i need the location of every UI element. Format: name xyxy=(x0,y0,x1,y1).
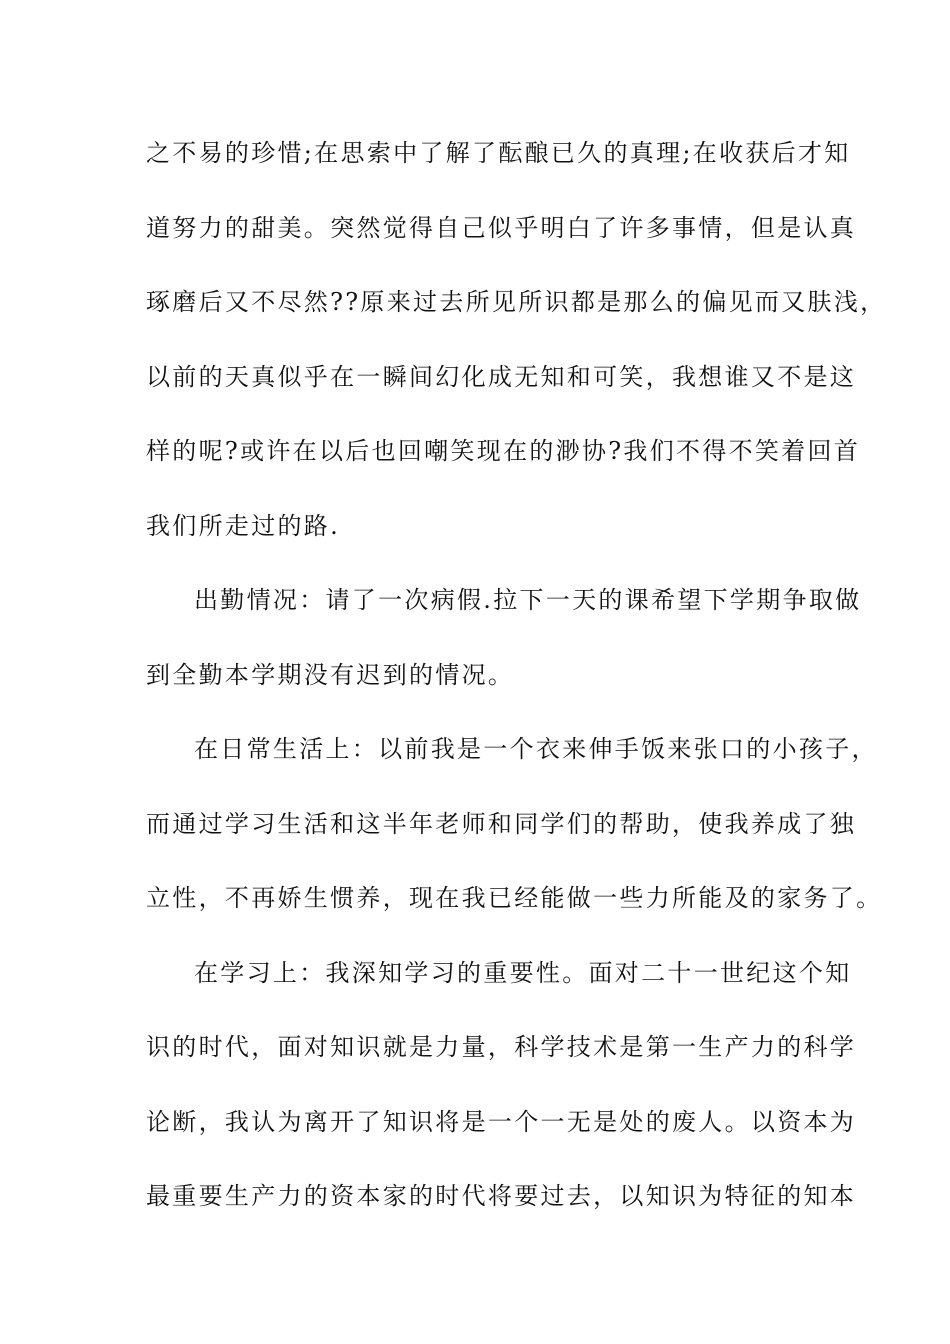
text-line: 到全勤本学期没有迟到的情况。 xyxy=(146,660,515,689)
paragraph-study: 在学习上：我深知学习的重要性。面对二十一世纪这个知 xyxy=(194,958,852,987)
text-line: 样的呢?或许在以后也回嘲笑现在的渺协?我们不得不笑着回首 xyxy=(146,437,861,465)
text-line: 立性，不再娇生惯养，现在我已经能做一些力所能及的家务了。 xyxy=(146,884,883,912)
text-line: 最重要生产力的资本家的时代将要过去，以知识为特征的知本 xyxy=(146,1182,857,1210)
text-line: 之不易的珍惜;在思索中了解了酝酿已久的真理;在收获后才知 xyxy=(146,139,851,167)
paragraph-daily-life: 在日常生活上：以前我是一个衣来伸手饭来张口的小孩子， xyxy=(194,735,878,763)
text-line: 论断，我认为离开了知识将是一个一无是处的废人。以资本为 xyxy=(146,1107,857,1136)
text-line: 道努力的甜美。突然觉得自己似乎明白了许多事情，但是认真 xyxy=(146,213,857,242)
text-line: 琢磨后又不尽然??原来过去所见所识都是那么的偏见而又肤浅， xyxy=(146,288,887,316)
paragraph-attendance: 出勤情况：请了一次病假.拉下一天的课希望下学期争取做 xyxy=(194,586,862,614)
text-line: 以前的天真似乎在一瞬间幻化成无知和可笑，我想谁又不是这 xyxy=(146,362,857,391)
text-line: 识的时代，面对知识就是力量，科学技术是第一生产力的科学 xyxy=(146,1033,857,1061)
body-text xyxy=(146,132,887,1250)
text-line: 我们所走过的路. xyxy=(146,511,341,540)
text-line: 而通过学习生活和这半年老师和同学们的帮助，使我养成了独 xyxy=(146,809,857,838)
